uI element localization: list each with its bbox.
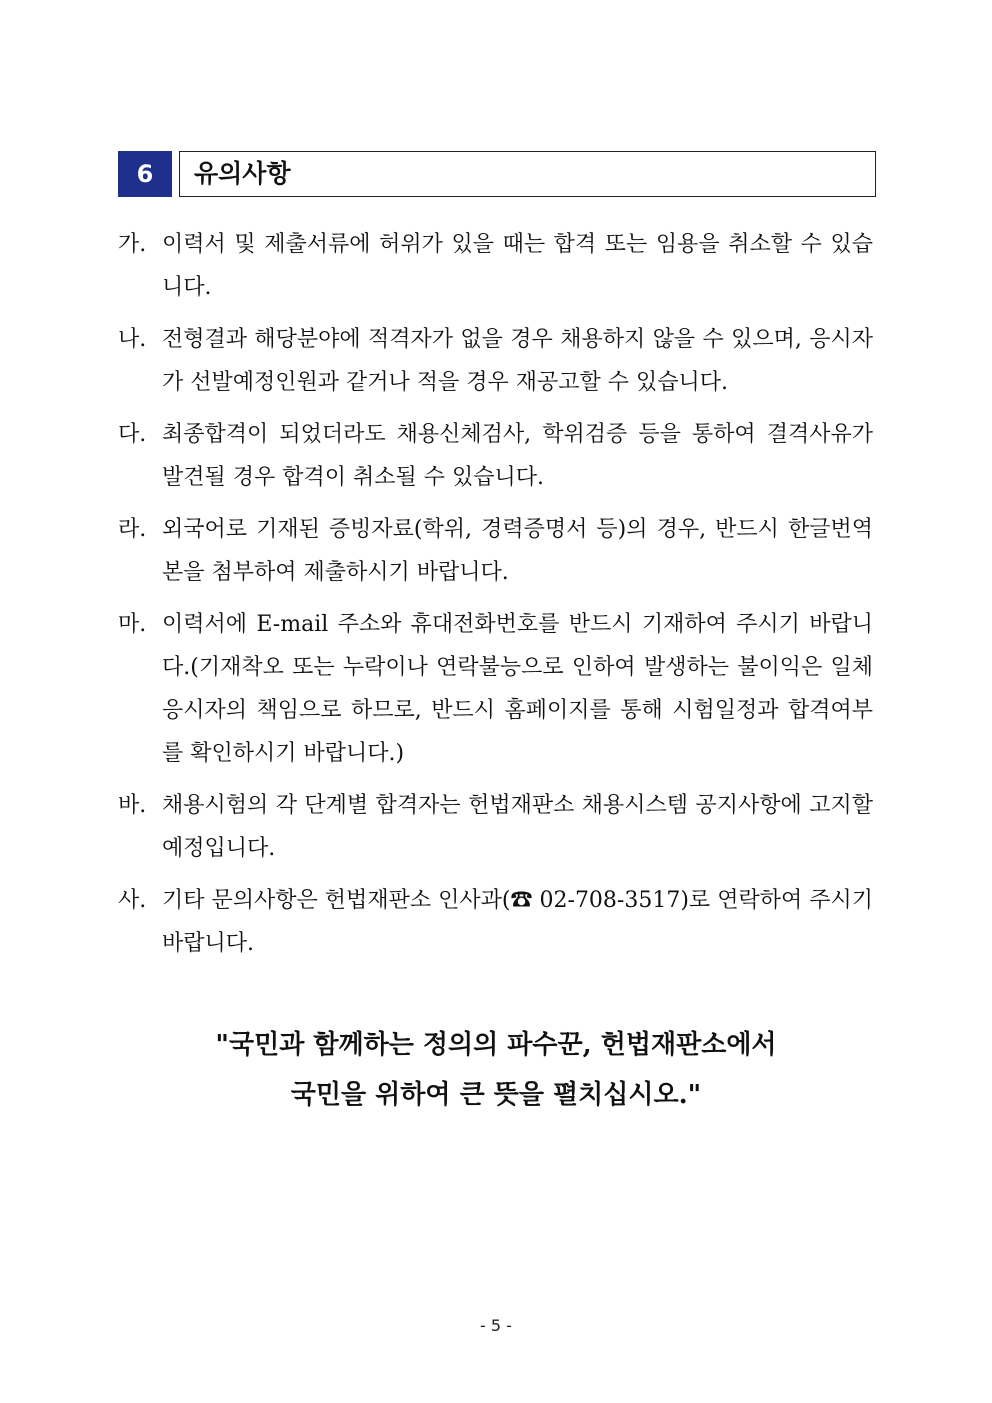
section-number: 6 [118, 151, 172, 197]
slogan-line-1: "국민과 함께하는 정의의 파수꾼, 헌법재판소에서 [215, 1030, 777, 1060]
item-text: 전형결과 해당분야에 적격자가 없을 경우 채용하지 않을 수 있으며, 응시자가 선발예정인원과 같거나 적을 경우 재공고할 수 있습니다. [162, 327, 873, 395]
item-marker: 다. [118, 422, 147, 447]
notice-item-na [118, 318, 873, 404]
notice-item-da [118, 413, 873, 499]
item-text: 외국어로 기재된 증빙자료(학위, 경력증명서 등)의 경우, 반드시 한글번역본을 첨부하여 제출하시기 바랍니다. [162, 517, 873, 585]
item-text: 이력서 및 제출서류에 허위가 있을 때는 합격 또는 임용을 취소할 수 있습니다. [162, 232, 873, 300]
notice-item-ma [118, 603, 873, 775]
item-text: 최종합격이 되었더라도 채용신체검사, 학위검증 등을 통하여 결격사유가 발견될 경우 합격이 취소될 수 있습니다. [162, 422, 873, 490]
section-header [118, 151, 876, 197]
slogan [100, 1020, 892, 1120]
item-marker: 라. [118, 517, 147, 542]
item-text: 기타 문의사항은 헌법재판소 인사과(☎ 02-708-3517)로 연락하여 주시기 바랍니다. [162, 888, 873, 956]
item-text: 이력서에 E-mail 주소와 휴대전화번호를 반드시 기재하여 주시기 바랍니다.(기재착오 또는 누락이나 연락불능으로 인하여 발생하는 불이익은 일체 응시자의 책임으로 하므로, 반드시 홈페이지를 통해 시험일정과 합격여부를 확인하시기 바랍니다.) [162, 612, 873, 766]
item-marker: 마. [118, 612, 147, 637]
item-marker: 나. [118, 327, 147, 352]
notice-item-ba [118, 784, 873, 870]
slogan-line-2: 국민을 위하여 큰 뜻을 펼치십시오." [290, 1080, 702, 1110]
notice-item-ra [118, 508, 873, 594]
page-number: - 5 - [480, 1316, 512, 1335]
section-title: 유의사항 [194, 159, 291, 188]
notice-item-sa [118, 879, 873, 965]
section-title-box [179, 151, 876, 197]
item-marker: 가. [118, 232, 147, 257]
notice-list [118, 223, 873, 974]
item-marker: 사. [118, 888, 147, 913]
notice-item-ga [118, 223, 873, 309]
item-marker: 바. [118, 793, 147, 818]
item-text: 채용시험의 각 단계별 합격자는 헌법재판소 채용시스템 공지사항에 고지할 예정입니다. [162, 793, 873, 861]
